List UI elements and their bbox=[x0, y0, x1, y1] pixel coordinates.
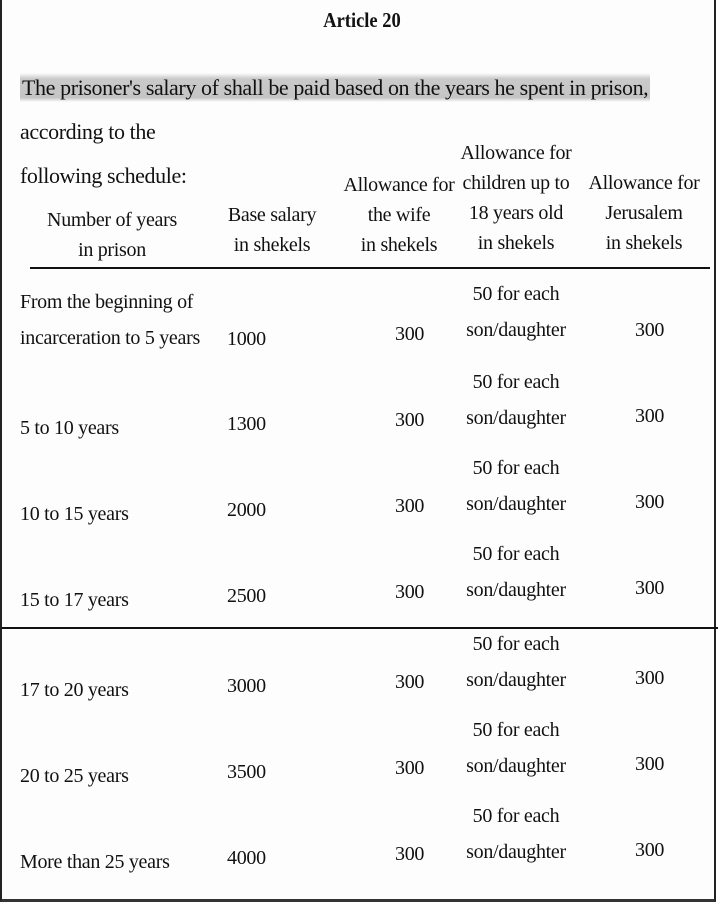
row-years: 20 to 25 years bbox=[20, 765, 129, 787]
row-years: 5 to 10 years bbox=[20, 417, 119, 439]
row-base: 1000 bbox=[227, 328, 266, 350]
header-children-allowance bbox=[460, 138, 572, 258]
row-children bbox=[460, 276, 572, 348]
row-children-line: 50 for each bbox=[472, 633, 560, 655]
header-children-line: Allowance for bbox=[460, 142, 572, 164]
row-children bbox=[460, 364, 572, 436]
row-years: 10 to 15 years bbox=[20, 503, 129, 525]
row-jerusalem: 300 bbox=[635, 491, 665, 513]
row-children bbox=[460, 626, 572, 698]
row-children bbox=[460, 450, 572, 522]
header-years-line: Number of years bbox=[47, 209, 177, 231]
row-children-line: son/daughter bbox=[466, 755, 566, 777]
row-children-line: son/daughter bbox=[466, 669, 566, 691]
row-jerusalem: 300 bbox=[635, 577, 665, 599]
row-base: 2000 bbox=[227, 499, 266, 521]
row-years: 17 to 20 years bbox=[20, 679, 129, 701]
row-children-line: 50 for each bbox=[472, 719, 560, 741]
header-rule bbox=[30, 267, 710, 269]
header-jerusalem-line: Jerusalem bbox=[605, 202, 683, 224]
header-children-line: in shekels bbox=[477, 232, 555, 254]
header-base-line: in shekels bbox=[233, 234, 311, 256]
header-wife-line: the wife bbox=[367, 204, 431, 226]
row-children-line: son/daughter bbox=[466, 407, 566, 429]
row-wife: 300 bbox=[395, 409, 425, 431]
row-jerusalem: 300 bbox=[635, 405, 665, 427]
row-wife: 300 bbox=[395, 581, 425, 603]
row-jerusalem: 300 bbox=[635, 667, 665, 689]
header-jerusalem-line: Allowance for bbox=[588, 172, 700, 194]
header-years bbox=[32, 205, 192, 265]
row-jerusalem: 300 bbox=[635, 839, 665, 861]
row-children bbox=[460, 798, 572, 870]
header-children-line: 18 years old bbox=[468, 202, 564, 224]
row-children-line: 50 for each bbox=[472, 283, 560, 305]
row-children-line: 50 for each bbox=[472, 543, 560, 565]
header-jerusalem-allowance bbox=[586, 168, 702, 258]
row-wife: 300 bbox=[395, 671, 425, 693]
intro-text-line2: following schedule: bbox=[20, 163, 187, 188]
header-jerusalem-line: in shekels bbox=[605, 232, 683, 254]
header-wife-line: in shekels bbox=[360, 234, 438, 256]
row-years: 15 to 17 years bbox=[20, 589, 129, 611]
row-jerusalem: 300 bbox=[635, 319, 665, 341]
header-base-line: Base salary bbox=[227, 204, 317, 226]
row-wife: 300 bbox=[395, 323, 425, 345]
row-children-line: son/daughter bbox=[466, 841, 566, 863]
row-children-line: 50 for each bbox=[472, 371, 560, 393]
row-wife: 300 bbox=[395, 495, 425, 517]
row-children-line: son/daughter bbox=[466, 579, 566, 601]
row-years: More than 25 years bbox=[20, 851, 170, 873]
header-wife-allowance bbox=[340, 170, 458, 260]
header-children-line: children up to bbox=[462, 172, 570, 194]
article-title: Article 20 bbox=[323, 8, 401, 32]
row-children-line: 50 for each bbox=[472, 805, 560, 827]
header-base-salary bbox=[220, 200, 324, 260]
row-wife: 300 bbox=[395, 757, 425, 779]
row-children-line: son/daughter bbox=[466, 493, 566, 515]
row-base: 3000 bbox=[227, 675, 266, 697]
row-jerusalem: 300 bbox=[635, 753, 665, 775]
row-base: 1300 bbox=[227, 413, 266, 435]
row-children bbox=[460, 712, 572, 784]
header-years-line: in prison bbox=[78, 239, 146, 261]
row-years bbox=[20, 284, 200, 356]
row-base: 2500 bbox=[227, 585, 266, 607]
row-children bbox=[460, 536, 572, 608]
intro-text-rest: according to the bbox=[20, 119, 156, 144]
highlighted-text: The prisoner's salary of shall be paid based on the years he spent in prison, bbox=[22, 75, 649, 100]
row-base: 4000 bbox=[227, 847, 266, 869]
row-children-line: son/daughter bbox=[466, 319, 566, 341]
row-children-line: 50 for each bbox=[472, 457, 560, 479]
row-years-line: From the beginning of bbox=[20, 291, 194, 313]
row-years-line: incarceration to 5 years bbox=[20, 327, 200, 349]
row-wife: 300 bbox=[395, 843, 425, 865]
header-wife-line: Allowance for bbox=[343, 174, 455, 196]
row-base: 3500 bbox=[227, 761, 266, 783]
section-divider bbox=[2, 627, 718, 629]
